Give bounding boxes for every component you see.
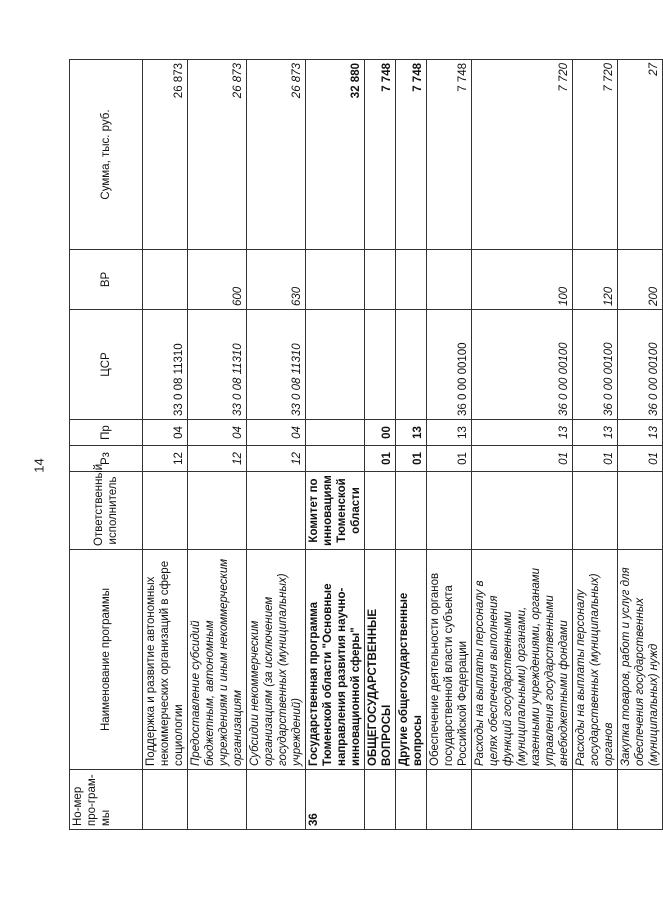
cell-csr: 36 0 00 00100 <box>573 310 618 420</box>
cell-sum: 7 748 <box>396 60 427 250</box>
cell-csr: 36 0 00 00100 <box>618 310 663 420</box>
header-resp: Ответственный исполнитель <box>70 472 143 550</box>
table-row <box>618 60 663 830</box>
header-sum: Сумма, тыс. руб. <box>70 60 143 250</box>
cell-resp <box>618 472 663 550</box>
page-number: 14 <box>31 458 47 473</box>
cell-name: Государственная программа Тюменской области "Основные направления развития научно-инновационной сферы" <box>306 550 365 770</box>
cell-num <box>247 770 306 830</box>
cell-num <box>188 770 247 830</box>
cell-sum: 32 880 <box>306 60 365 250</box>
cell-rz: 01 <box>618 446 663 472</box>
budget-table <box>69 59 663 830</box>
cell-pr: 13 <box>618 420 663 446</box>
cell-rz: 12 <box>247 446 306 472</box>
cell-csr <box>396 310 427 420</box>
cell-resp <box>472 472 573 550</box>
table-row <box>396 60 427 830</box>
rotated-table-container <box>69 60 660 830</box>
cell-name: ОБЩЕГОСУДАРСТВЕННЫЕ ВОПРОСЫ <box>365 550 396 770</box>
table-row <box>306 60 365 830</box>
cell-sum: 26 873 <box>188 60 247 250</box>
cell-sum: 26 873 <box>247 60 306 250</box>
cell-vr <box>396 250 427 310</box>
table-row <box>247 60 306 830</box>
cell-vr: 630 <box>247 250 306 310</box>
cell-num <box>472 770 573 830</box>
table-row <box>427 60 472 830</box>
cell-pr: 04 <box>188 420 247 446</box>
cell-num <box>618 770 663 830</box>
cell-num <box>573 770 618 830</box>
header-pr: Пр <box>70 420 143 446</box>
cell-name: Закупка товаров, работ и услуг для обеспечения государственных (муниципальных) нужд <box>618 550 663 770</box>
cell-csr: 36 0 00 00100 <box>427 310 472 420</box>
cell-resp: Комитет по инновациям Тюменской области <box>306 472 365 550</box>
cell-rz: 01 <box>427 446 472 472</box>
cell-sum: 27 <box>618 60 663 250</box>
cell-resp <box>247 472 306 550</box>
cell-rz: 01 <box>573 446 618 472</box>
cell-csr: 33 0 08 11310 <box>143 310 188 420</box>
cell-pr: 13 <box>573 420 618 446</box>
cell-vr <box>427 250 472 310</box>
cell-rz: 12 <box>188 446 247 472</box>
cell-num <box>396 770 427 830</box>
cell-pr: 04 <box>247 420 306 446</box>
cell-csr <box>306 310 365 420</box>
cell-resp <box>143 472 188 550</box>
table-row <box>365 60 396 830</box>
cell-sum: 7 720 <box>472 60 573 250</box>
cell-vr: 600 <box>188 250 247 310</box>
cell-sum: 26 873 <box>143 60 188 250</box>
header-vr: ВР <box>70 250 143 310</box>
cell-num: 36 <box>306 770 365 830</box>
cell-vr <box>365 250 396 310</box>
cell-name: Обеспечение деятельности органов государственной власти субъекта Российской Федерации <box>427 550 472 770</box>
header-name: Наименование программы <box>70 550 143 770</box>
table-row <box>573 60 618 830</box>
cell-resp <box>573 472 618 550</box>
header-rz: Рз <box>70 446 143 472</box>
cell-sum: 7 720 <box>573 60 618 250</box>
cell-pr: 13 <box>472 420 573 446</box>
cell-rz <box>306 446 365 472</box>
header-num: Но-мер про-грам-мы <box>70 770 143 830</box>
cell-rz: 01 <box>365 446 396 472</box>
cell-vr <box>306 250 365 310</box>
cell-sum: 7 748 <box>427 60 472 250</box>
cell-rz: 01 <box>472 446 573 472</box>
cell-num <box>143 770 188 830</box>
table-row <box>143 60 188 830</box>
cell-vr: 200 <box>618 250 663 310</box>
cell-num <box>365 770 396 830</box>
cell-pr <box>306 420 365 446</box>
cell-name: Поддержка и развитие автономных некоммерческих организаций в сфере социологии <box>143 550 188 770</box>
cell-csr: 36 0 00 00100 <box>472 310 573 420</box>
cell-name: Расходы на выплаты персоналу в целях обеспечения выполнения функций государственными (муниципальными) органами, казенными учреждениями, органами управления государственными внебюджетными фондами <box>472 550 573 770</box>
cell-rz: 12 <box>143 446 188 472</box>
cell-vr: 100 <box>472 250 573 310</box>
cell-name: Расходы на выплаты персоналу государственных (муниципальных) органов <box>573 550 618 770</box>
cell-num <box>427 770 472 830</box>
cell-pr: 04 <box>143 420 188 446</box>
cell-csr <box>365 310 396 420</box>
cell-rz: 01 <box>396 446 427 472</box>
cell-name: Предоставление субсидий бюджетным, автономным учреждениям и иным некоммерческим организациям <box>188 550 247 770</box>
cell-resp <box>188 472 247 550</box>
cell-name: Другие общегосударственные вопросы <box>396 550 427 770</box>
table-row <box>472 60 573 830</box>
cell-resp <box>365 472 396 550</box>
cell-pr: 13 <box>427 420 472 446</box>
cell-name: Субсидии некоммерческим организациям (за исключением государственных (муниципальных) учреждений) <box>247 550 306 770</box>
cell-pr: 13 <box>396 420 427 446</box>
header-csr: ЦСР <box>70 310 143 420</box>
cell-sum: 7 748 <box>365 60 396 250</box>
cell-resp <box>427 472 472 550</box>
cell-pr: 00 <box>365 420 396 446</box>
cell-vr <box>143 250 188 310</box>
cell-csr: 33 0 08 11310 <box>247 310 306 420</box>
cell-resp <box>396 472 427 550</box>
header-row <box>70 60 143 830</box>
cell-csr: 33 0 08 11310 <box>188 310 247 420</box>
table-row <box>188 60 247 830</box>
cell-vr: 120 <box>573 250 618 310</box>
